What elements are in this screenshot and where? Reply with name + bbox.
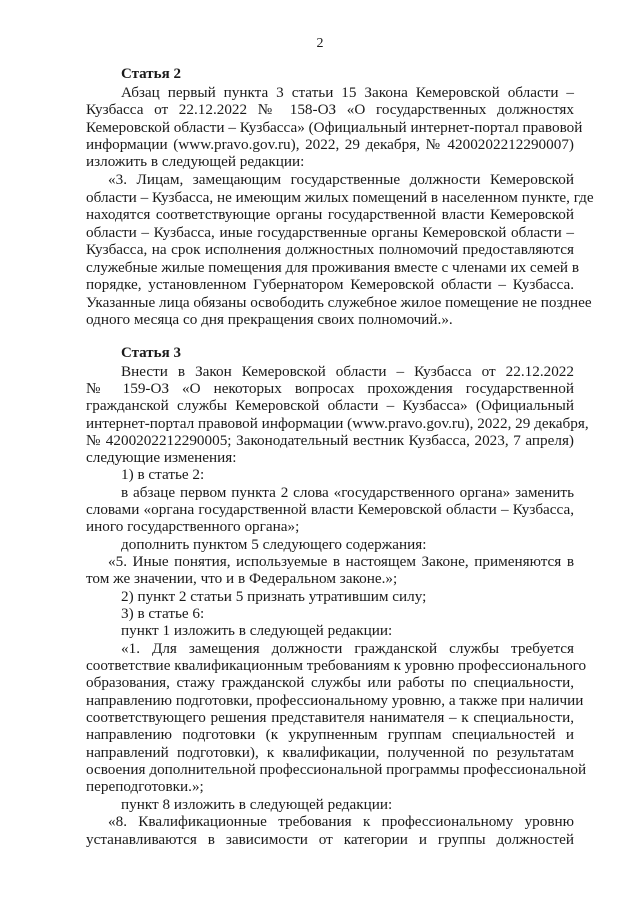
article-3-line: образования, стажу гражданской службы или работы по специальности, [86,674,574,691]
article-2-line: Абзац первый пункта 3 статьи 15 Закона Кемеровской области – [121,84,574,101]
article-3-line: иного государственного органа»; [86,518,300,535]
article-3-line: освоения дополнительной профессиональной программы профессиональной [86,761,587,778]
article-3-line: «5. Иные понятия, используемые в настоящем Законе, применяются в [108,553,574,570]
article-3-line: дополнить пунктом 5 следующего содержания: [121,536,427,553]
article-3-line: № 159-ОЗ «О некоторых вопросах прохождения государственной [86,380,574,397]
article-2-line: Указанные лица обязаны освободить служебное жилое помещение не позднее [86,294,592,311]
article-2-line: Кузбасса от 22.12.2022 № 158-ОЗ «О государственных должностях [86,101,574,118]
article-3-line: направлений подготовки), к квалификации, полученной по результатам [86,744,574,761]
article-2-line: находятся соответствующие органы государственной власти Кемеровской [86,206,574,223]
article-2-line: служебные жилые помещения для проживания вместе с членами их семей в [86,259,580,276]
article-3-line: гражданской службы Кемеровской области – Кузбасса» (Официальный [86,397,574,414]
article-3-line: пункт 8 изложить в следующей редакции: [121,796,393,813]
article-2-line: порядке, установленном Губернатором Кемеровской области – Кузбасса. [86,276,574,293]
article-3-line: направлению подготовки, профессиональному уровню, а также при наличии [86,692,584,709]
article-2-line: изложить в следующей редакции: [86,153,305,170]
article-2-heading: Статья 2 [121,66,181,82]
article-3-line: 2) пункт 2 статьи 5 признать утратившим силу; [121,588,427,605]
article-2-line: Кузбасса, на срок исполнения должностных полномочий предоставляются [86,241,574,258]
article-3-line: № 4200202212290005; Законодательный вестник Кузбасса, 2023, 7 апреля) [86,432,574,449]
article-3-line: 3) в статье 6: [121,605,205,622]
article-3-line: 1) в статье 2: [121,466,205,483]
article-3-line: пункт 1 изложить в следующей редакции: [121,622,393,639]
article-3-heading: Статья 3 [121,345,181,361]
article-3-line: переподготовки.»; [86,778,204,795]
article-3-line: соответствующего решения представителя нанимателя – к специальности, [86,709,574,726]
article-3-line: «1. Для замещения должности гражданской службы требуется [121,640,574,657]
article-2-line: информации (www.pravo.gov.ru), 2022, 29 декабря, № 4200202212290007) [86,136,574,153]
article-3-line: «8. Квалификационные требования к профессиональному уровню [108,813,574,830]
article-3-line: соответствие квалификационным требованиям к уровню профессионального [86,657,587,674]
article-3-line: Внести в Закон Кемеровской области – Кузбасса от 22.12.2022 [121,363,574,380]
article-3-line: том же значении, что и в Федеральном законе.»; [86,570,398,587]
article-2-line: области – Кузбасса, не имеющим жилых помещений в населенном пункте, где [86,189,594,206]
article-3-line: направлению подготовки (к укрупненным группам специальностей и [86,726,574,743]
article-3-line: в абзаце первом пункта 2 слова «государственного органа» заменить [121,484,574,501]
article-3-line: следующие изменения: [86,449,237,466]
article-2-line: области – Кузбасса, иные государственные органы Кемеровской области – [86,224,574,241]
article-3-line: устанавливаются в зависимости от категории и группы должностей [86,831,574,848]
article-2-line: «3. Лицам, замещающим государственные должности Кемеровской [108,171,574,188]
article-3-line: словами «органа государственной власти Кемеровской области – Кузбасса, [86,501,574,518]
article-2-line: Кемеровской области – Кузбасса» (Официальный интернет-портал правовой [86,119,583,136]
article-3-line: интернет-портал правовой информации (www.pravo.gov.ru), 2022, 29 декабря, [86,415,589,432]
article-2-line: одного месяца со дня прекращения своих полномочий.». [86,311,453,328]
page-number: 2 [316,36,324,51]
